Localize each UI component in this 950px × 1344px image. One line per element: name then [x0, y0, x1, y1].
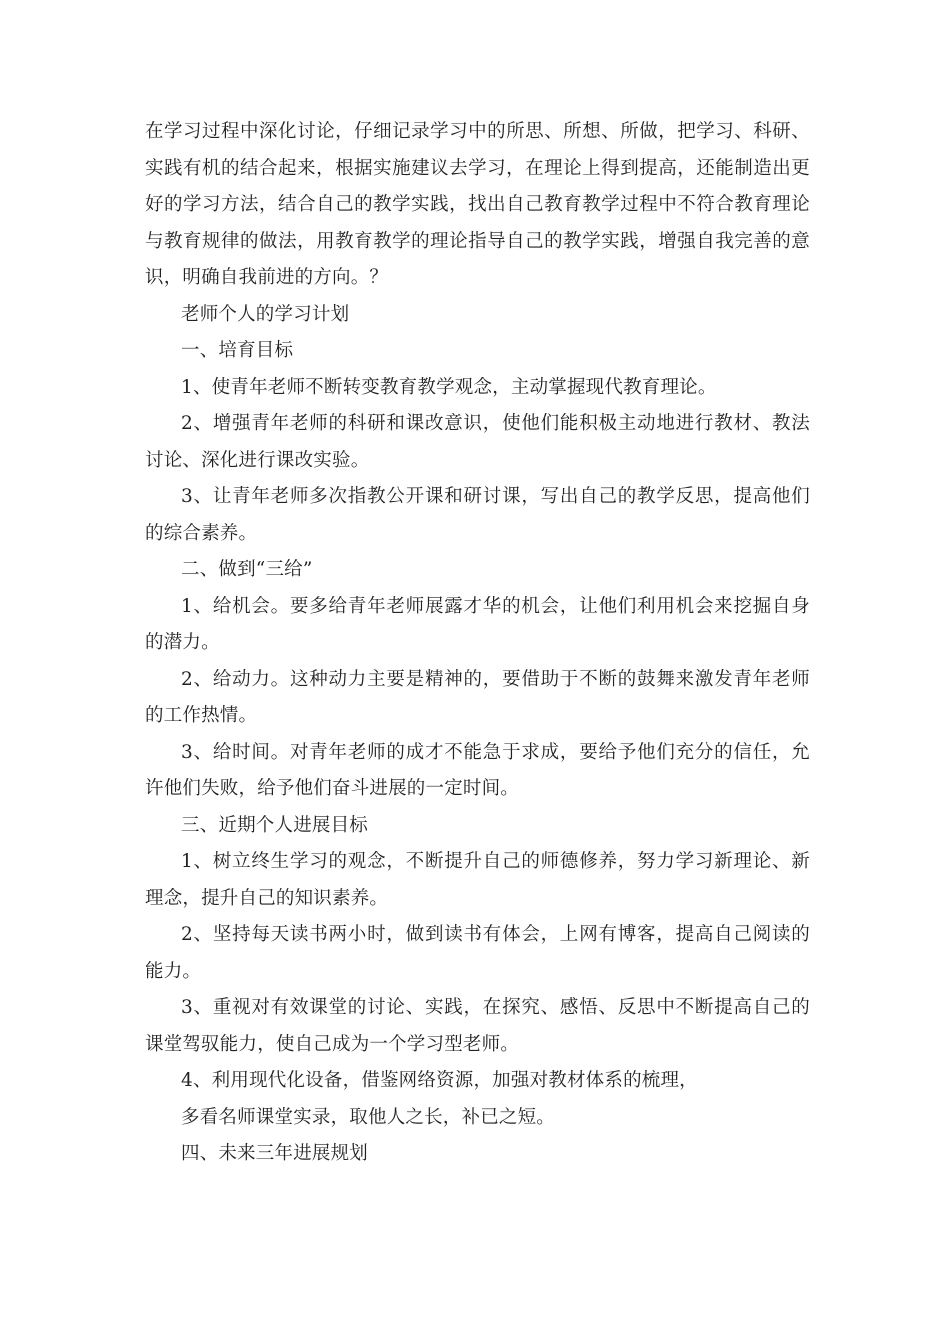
section-title: 老师个人的学习计划 [181, 303, 350, 325]
heading-three-year-plan: 四、未来三年进展规划 [181, 1143, 369, 1164]
list-item: 1、树立终生学习的观念，不断提升自己的师德修养，努力学习新理论、新理念，提升自己的知识素养。 [145, 851, 810, 909]
list-item: 1、使青年老师不断转变教育教学观念，主动掌握现代教育理论。 [181, 376, 717, 398]
heading-short-term-goals: 三、近期个人进展目标 [181, 814, 369, 836]
list-item: 3、给时间。对青年老师的成才不能急于求成，要给予他们充分的信任，允许他们失败，给予他们奋斗进展的一定时间。 [145, 741, 810, 799]
paragraph-intro: 在学习过程中深化讨论，仔细记录学习中的所思、所想、所做，把学习、科研、实践有机的结合起来，根据实施建议去学习，在理论上得到提高，还能制造出更好的学习方法，结合自己的教学实践，找出自己教育教学过程中不符合教育理论与教育规律的做法，用教育教学的理论指导自己的教学实践，增强自我完善的意识，明确自我前进的方向。？ [145, 121, 810, 288]
list-item: 1、给机会。要多给青年老师展露才华的机会，让他们利用机会来挖掘自身的潜力。 [145, 595, 810, 653]
list-item: 4、利用现代化设备，借鉴网络资源，加强对教材体系的梳理， [181, 1070, 698, 1091]
heading-three-gives: 二、做到“三给” [181, 559, 313, 580]
document-body [145, 114, 810, 1173]
list-item: 3、让青年老师多次指教公开课和研讨课，写出自己的教学反思，提高他们的综合素养。 [145, 486, 810, 544]
list-item: 3、重视对有效课堂的讨论、实践，在探究、感悟、反思中不断提高自己的课堂驾驭能力，使自己成为一个学习型老师。 [145, 997, 810, 1055]
list-item: 2、给动力。这种动力主要是精神的，要借助于不断的鼓舞来激发青年老师的工作热情。 [145, 668, 810, 726]
heading-training-goals: 一、培育目标 [181, 340, 294, 361]
list-item-continuation: 多看名师课堂实录，取他人之长，补已之短。 [181, 1106, 556, 1128]
list-item: 2、坚持每天读书两小时，做到读书有体会，上网有博客，提高自己阅读的能力。 [145, 924, 810, 982]
list-item: 2、增强青年老师的科研和课改意识，使他们能积极主动地进行教材、教法讨论、深化进行课改实验。 [145, 413, 810, 471]
